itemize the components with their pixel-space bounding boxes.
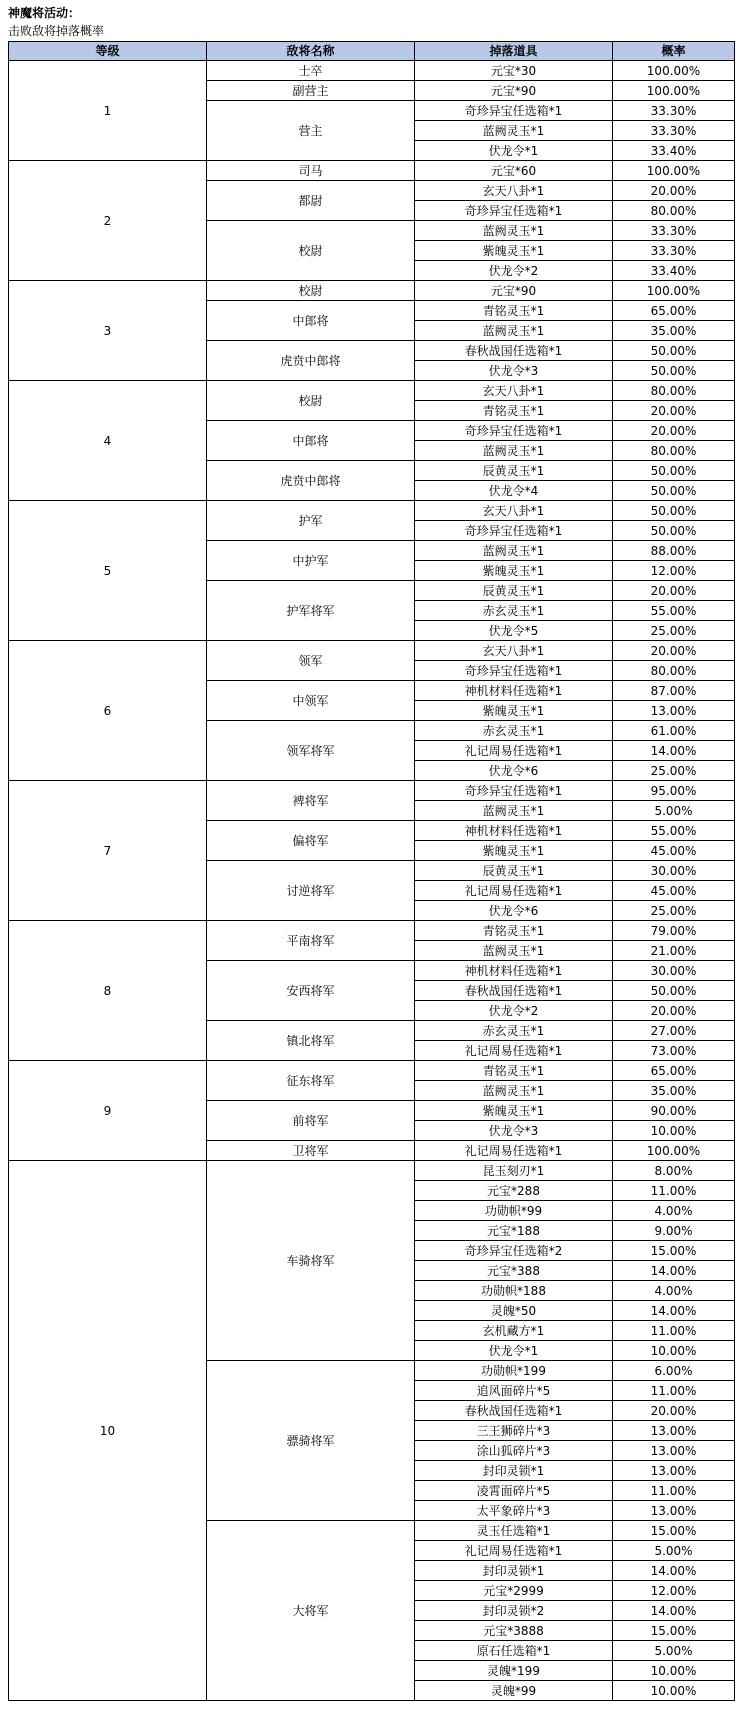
drop-item-cell: 青铭灵玉*1 [415, 301, 613, 321]
drop-item-cell: 灵魄*50 [415, 1301, 613, 1321]
drop-item-cell: 追风面碎片*5 [415, 1381, 613, 1401]
level-cell: 3 [9, 281, 207, 381]
probability-cell: 20.00% [613, 421, 735, 441]
enemy-name-cell: 中郎将 [207, 301, 415, 341]
drop-item-cell: 礼记周易任选箱*1 [415, 1141, 613, 1161]
drop-item-cell: 紫魄灵玉*1 [415, 701, 613, 721]
drop-item-cell: 神机材料任选箱*1 [415, 821, 613, 841]
probability-cell: 5.00% [613, 1641, 735, 1661]
enemy-name-cell: 车骑将军 [207, 1161, 415, 1361]
probability-cell: 30.00% [613, 861, 735, 881]
drop-item-cell: 伏龙令*6 [415, 901, 613, 921]
probability-cell: 33.30% [613, 241, 735, 261]
drop-item-cell: 玄机藏方*1 [415, 1321, 613, 1341]
probability-cell: 100.00% [613, 81, 735, 101]
enemy-name-cell: 前将军 [207, 1101, 415, 1141]
enemy-name-cell: 偏将军 [207, 821, 415, 861]
enemy-name-cell: 护军将军 [207, 581, 415, 641]
probability-cell: 8.00% [613, 1161, 735, 1181]
drop-item-cell: 礼记周易任选箱*1 [415, 1541, 613, 1561]
drop-item-cell: 紫魄灵玉*1 [415, 841, 613, 861]
probability-cell: 45.00% [613, 881, 735, 901]
drop-item-cell: 玄天八卦*1 [415, 641, 613, 661]
probability-cell: 95.00% [613, 781, 735, 801]
probability-cell: 45.00% [613, 841, 735, 861]
drop-item-cell: 凌霄面碎片*5 [415, 1481, 613, 1501]
probability-cell: 25.00% [613, 901, 735, 921]
drop-item-cell: 紫魄灵玉*1 [415, 561, 613, 581]
probability-cell: 10.00% [613, 1681, 735, 1701]
probability-cell: 14.00% [613, 1601, 735, 1621]
probability-cell: 4.00% [613, 1201, 735, 1221]
enemy-name-cell: 领军 [207, 641, 415, 681]
level-cell: 2 [9, 161, 207, 281]
enemy-name-cell: 大将军 [207, 1521, 415, 1701]
page-title: 神魔将活动： [8, 6, 81, 20]
enemy-name-cell: 裨将军 [207, 781, 415, 821]
level-cell: 1 [9, 61, 207, 161]
drop-item-cell: 元宝*288 [415, 1181, 613, 1201]
probability-cell: 12.00% [613, 1581, 735, 1601]
probability-cell: 20.00% [613, 181, 735, 201]
probability-cell: 9.00% [613, 1221, 735, 1241]
level-cell: 5 [9, 501, 207, 641]
drop-item-cell: 元宝*30 [415, 61, 613, 81]
level-cell: 7 [9, 781, 207, 921]
drop-item-cell: 奇珍异宝任选箱*1 [415, 101, 613, 121]
drop-item-cell: 功勋帜*199 [415, 1361, 613, 1381]
drop-item-cell: 春秋战国任选箱*1 [415, 341, 613, 361]
probability-cell: 10.00% [613, 1341, 735, 1361]
enemy-name-cell: 安西将军 [207, 961, 415, 1021]
drop-item-cell: 青铭灵玉*1 [415, 401, 613, 421]
probability-cell: 20.00% [613, 641, 735, 661]
probability-cell: 33.30% [613, 221, 735, 241]
probability-cell: 33.30% [613, 121, 735, 141]
probability-cell: 65.00% [613, 1061, 735, 1081]
drop-item-cell: 蓝阙灵玉*1 [415, 221, 613, 241]
enemy-name-cell: 校尉 [207, 281, 415, 301]
drop-item-cell: 伏龙令*3 [415, 361, 613, 381]
drop-item-cell: 紫魄灵玉*1 [415, 1101, 613, 1121]
drop-item-cell: 灵魄*199 [415, 1661, 613, 1681]
drop-item-cell: 青铭灵玉*1 [415, 1061, 613, 1081]
probability-cell: 11.00% [613, 1321, 735, 1341]
probability-cell: 50.00% [613, 461, 735, 481]
table-header-row [9, 42, 735, 61]
drop-item-cell: 辰黄灵玉*1 [415, 861, 613, 881]
probability-cell: 35.00% [613, 1081, 735, 1101]
drop-item-cell: 奇珍异宝任选箱*1 [415, 781, 613, 801]
drop-item-cell: 礼记周易任选箱*1 [415, 1041, 613, 1061]
table-row [9, 281, 735, 301]
drop-item-cell: 灵玉任选箱*1 [415, 1521, 613, 1541]
probability-cell: 100.00% [613, 161, 735, 181]
drop-item-cell: 灵魄*99 [415, 1681, 613, 1701]
drop-item-cell: 元宝*3888 [415, 1621, 613, 1641]
drop-item-cell: 元宝*90 [415, 281, 613, 301]
probability-cell: 88.00% [613, 541, 735, 561]
drop-item-cell: 伏龙令*6 [415, 761, 613, 781]
probability-cell: 100.00% [613, 61, 735, 81]
drop-item-cell: 辰黄灵玉*1 [415, 461, 613, 481]
probability-cell: 50.00% [613, 481, 735, 501]
drop-item-cell: 奇珍异宝任选箱*2 [415, 1241, 613, 1261]
drop-item-cell: 奇珍异宝任选箱*1 [415, 661, 613, 681]
table-row [9, 381, 735, 401]
enemy-name-cell: 副营主 [207, 81, 415, 101]
probability-cell: 79.00% [613, 921, 735, 941]
drop-item-cell: 功勋帜*99 [415, 1201, 613, 1221]
drop-item-cell: 蓝阙灵玉*1 [415, 941, 613, 961]
probability-cell: 65.00% [613, 301, 735, 321]
probability-cell: 5.00% [613, 1541, 735, 1561]
drop-item-cell: 元宝*2999 [415, 1581, 613, 1601]
probability-cell: 14.00% [613, 1261, 735, 1281]
drop-rate-table [8, 41, 735, 1701]
drop-item-cell: 奇珍异宝任选箱*1 [415, 201, 613, 221]
enemy-name-cell: 领军将军 [207, 721, 415, 781]
drop-item-cell: 伏龙令*1 [415, 1341, 613, 1361]
drop-item-cell: 元宝*90 [415, 81, 613, 101]
enemy-name-cell: 镇北将军 [207, 1021, 415, 1061]
probability-cell: 73.00% [613, 1041, 735, 1061]
drop-item-cell: 伏龙令*2 [415, 261, 613, 281]
probability-cell: 20.00% [613, 1001, 735, 1021]
drop-item-cell: 蓝阙灵玉*1 [415, 801, 613, 821]
table-row [9, 921, 735, 941]
probability-cell: 13.00% [613, 1421, 735, 1441]
drop-item-cell: 伏龙令*2 [415, 1001, 613, 1021]
drop-item-cell: 元宝*188 [415, 1221, 613, 1241]
probability-cell: 4.00% [613, 1281, 735, 1301]
enemy-name-cell: 都尉 [207, 181, 415, 221]
drop-item-cell: 原石任选箱*1 [415, 1641, 613, 1661]
probability-cell: 50.00% [613, 361, 735, 381]
drop-item-cell: 元宝*388 [415, 1261, 613, 1281]
drop-item-cell: 封印灵锁*1 [415, 1461, 613, 1481]
enemy-name-cell: 讨逆将军 [207, 861, 415, 921]
probability-cell: 20.00% [613, 581, 735, 601]
drop-item-cell: 三王狮碎片*3 [415, 1421, 613, 1441]
probability-cell: 14.00% [613, 741, 735, 761]
probability-cell: 50.00% [613, 501, 735, 521]
drop-item-cell: 奇珍异宝任选箱*1 [415, 521, 613, 541]
probability-cell: 11.00% [613, 1181, 735, 1201]
drop-item-cell: 赤玄灵玉*1 [415, 721, 613, 741]
probability-cell: 61.00% [613, 721, 735, 741]
probability-cell: 55.00% [613, 601, 735, 621]
enemy-name-cell: 骠骑将军 [207, 1361, 415, 1521]
probability-cell: 100.00% [613, 281, 735, 301]
drop-item-cell: 紫魄灵玉*1 [415, 241, 613, 261]
drop-item-cell: 伏龙令*3 [415, 1121, 613, 1141]
drop-item-cell: 青铭灵玉*1 [415, 921, 613, 941]
drop-item-cell: 功勋帜*188 [415, 1281, 613, 1301]
drop-item-cell: 封印灵锁*2 [415, 1601, 613, 1621]
enemy-name-cell: 虎贲中郎将 [207, 341, 415, 381]
probability-cell: 10.00% [613, 1121, 735, 1141]
enemy-name-cell: 校尉 [207, 381, 415, 421]
drop-item-cell: 昆玉刻刃*1 [415, 1161, 613, 1181]
drop-item-cell: 赤玄灵玉*1 [415, 601, 613, 621]
probability-cell: 11.00% [613, 1481, 735, 1501]
drop-item-cell: 神机材料任选箱*1 [415, 681, 613, 701]
enemy-name-cell: 司马 [207, 161, 415, 181]
enemy-name-cell: 平南将军 [207, 921, 415, 961]
table-row [9, 501, 735, 521]
probability-cell: 33.40% [613, 141, 735, 161]
enemy-name-cell: 虎贲中郎将 [207, 461, 415, 501]
table-body [9, 61, 735, 1701]
enemy-name-cell: 中护军 [207, 541, 415, 581]
drop-item-cell: 玄天八卦*1 [415, 181, 613, 201]
enemy-name-cell: 征东将军 [207, 1061, 415, 1101]
table-row [9, 1161, 735, 1181]
probability-cell: 100.00% [613, 1141, 735, 1161]
table-row [9, 1061, 735, 1081]
header-enemy-name: 敌将名称 [207, 42, 415, 61]
drop-item-cell: 赤玄灵玉*1 [415, 1021, 613, 1041]
level-cell: 4 [9, 381, 207, 501]
probability-cell: 6.00% [613, 1361, 735, 1381]
drop-item-cell: 伏龙令*4 [415, 481, 613, 501]
drop-item-cell: 礼记周易任选箱*1 [415, 741, 613, 761]
probability-cell: 80.00% [613, 201, 735, 221]
probability-cell: 55.00% [613, 821, 735, 841]
probability-cell: 50.00% [613, 981, 735, 1001]
probability-cell: 80.00% [613, 441, 735, 461]
probability-cell: 5.00% [613, 801, 735, 821]
probability-cell: 11.00% [613, 1381, 735, 1401]
table-row [9, 161, 735, 181]
drop-item-cell: 元宝*60 [415, 161, 613, 181]
drop-item-cell: 辰黄灵玉*1 [415, 581, 613, 601]
probability-cell: 90.00% [613, 1101, 735, 1121]
enemy-name-cell: 护军 [207, 501, 415, 541]
drop-item-cell: 蓝阙灵玉*1 [415, 541, 613, 561]
table-row [9, 641, 735, 661]
drop-item-cell: 礼记周易任选箱*1 [415, 881, 613, 901]
table-row [9, 781, 735, 801]
probability-cell: 25.00% [613, 621, 735, 641]
probability-cell: 35.00% [613, 321, 735, 341]
drop-item-cell: 春秋战国任选箱*1 [415, 981, 613, 1001]
drop-item-cell: 伏龙令*5 [415, 621, 613, 641]
probability-cell: 50.00% [613, 341, 735, 361]
drop-item-cell: 封印灵锁*1 [415, 1561, 613, 1581]
drop-item-cell: 玄天八卦*1 [415, 381, 613, 401]
drop-item-cell: 玄天八卦*1 [415, 501, 613, 521]
probability-cell: 50.00% [613, 521, 735, 541]
enemy-name-cell: 营主 [207, 101, 415, 161]
probability-cell: 13.00% [613, 1441, 735, 1461]
table-row [9, 61, 735, 81]
probability-cell: 25.00% [613, 761, 735, 781]
drop-item-cell: 蓝阙灵玉*1 [415, 441, 613, 461]
probability-cell: 33.30% [613, 101, 735, 121]
drop-item-cell: 蓝阙灵玉*1 [415, 121, 613, 141]
level-cell: 9 [9, 1061, 207, 1161]
probability-cell: 12.00% [613, 561, 735, 581]
header-drop-item: 掉落道具 [415, 42, 613, 61]
probability-cell: 15.00% [613, 1521, 735, 1541]
drop-item-cell: 涂山狐碎片*3 [415, 1441, 613, 1461]
enemy-name-cell: 中郎将 [207, 421, 415, 461]
probability-cell: 87.00% [613, 681, 735, 701]
drop-item-cell: 春秋战国任选箱*1 [415, 1401, 613, 1421]
probability-cell: 21.00% [613, 941, 735, 961]
probability-cell: 10.00% [613, 1661, 735, 1681]
probability-cell: 20.00% [613, 1401, 735, 1421]
drop-item-cell: 伏龙令*1 [415, 141, 613, 161]
level-cell: 6 [9, 641, 207, 781]
drop-item-cell: 蓝阙灵玉*1 [415, 1081, 613, 1101]
enemy-name-cell: 士卒 [207, 61, 415, 81]
drop-item-cell: 奇珍异宝任选箱*1 [415, 421, 613, 441]
probability-cell: 30.00% [613, 961, 735, 981]
level-cell: 8 [9, 921, 207, 1061]
level-cell: 10 [9, 1161, 207, 1701]
probability-cell: 14.00% [613, 1301, 735, 1321]
probability-cell: 13.00% [613, 701, 735, 721]
drop-item-cell: 蓝阙灵玉*1 [415, 321, 613, 341]
page-subtitle: 击败敌将掉落概率 [8, 24, 105, 38]
probability-cell: 27.00% [613, 1021, 735, 1041]
drop-item-cell: 神机材料任选箱*1 [415, 961, 613, 981]
probability-cell: 13.00% [613, 1461, 735, 1481]
probability-cell: 15.00% [613, 1241, 735, 1261]
header-level: 等级 [9, 42, 207, 61]
header-probability: 概率 [613, 42, 735, 61]
probability-cell: 14.00% [613, 1561, 735, 1581]
probability-cell: 20.00% [613, 401, 735, 421]
enemy-name-cell: 校尉 [207, 221, 415, 281]
probability-cell: 33.40% [613, 261, 735, 281]
probability-cell: 13.00% [613, 1501, 735, 1521]
probability-cell: 80.00% [613, 661, 735, 681]
probability-cell: 15.00% [613, 1621, 735, 1641]
probability-cell: 80.00% [613, 381, 735, 401]
enemy-name-cell: 中领军 [207, 681, 415, 721]
drop-item-cell: 太平象碎片*3 [415, 1501, 613, 1521]
enemy-name-cell: 卫将军 [207, 1141, 415, 1161]
